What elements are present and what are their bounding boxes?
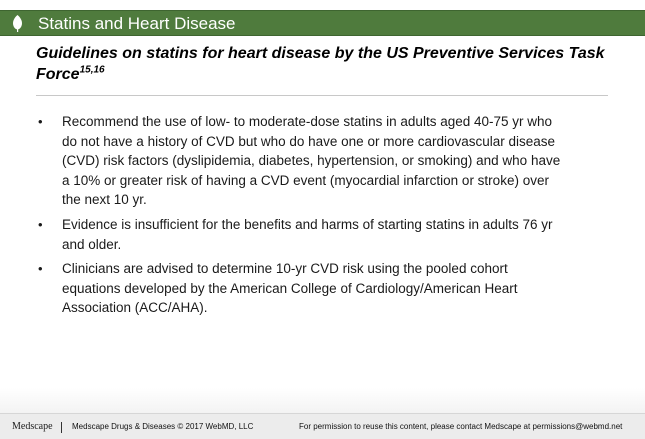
footer-divider bbox=[61, 422, 62, 433]
bullet-text: Evidence is insufficient for the benefits and harms of starting statins in adults 76 yr and older. bbox=[62, 216, 553, 252]
bullet-text: Clinicians are advised to determine 10-yr CVD risk using the pooled cohort equations developed by the American College of Cardiology/American Heart Association (ACC/AHA). bbox=[62, 261, 518, 316]
lower-panel bbox=[0, 388, 645, 413]
heading-reference: 15,16 bbox=[79, 64, 105, 76]
footer-permission-notice: For permission to reuse this content, please contact Medscape at permissions@webmd.net bbox=[299, 422, 623, 431]
heading-text: Guidelines on statins for heart disease by the US Preventive Services Task Force bbox=[36, 45, 605, 83]
title-bar bbox=[0, 10, 645, 36]
bullet-icon: • bbox=[38, 216, 43, 232]
bullet-text: Recommend the use of low- to moderate-dose statins in adults aged 40-75 yr who do not have a history of CVD but who do have one or more cardiovascular disease (CVD) risk factors (dyslipidemia, diabetes, hypertension, or smoking) and who have a 10% or greater risk of having a CVD event (myocardial infarction or stroke) over the next 10 yr. bbox=[62, 114, 561, 208]
leaf-icon bbox=[12, 15, 23, 32]
footer-copyright: Medscape Drugs & Diseases © 2017 WebMD, LLC bbox=[72, 422, 254, 431]
heading-divider bbox=[36, 95, 608, 96]
medscape-logo: Medscape bbox=[12, 421, 53, 432]
list-item bbox=[38, 112, 568, 210]
list-item bbox=[38, 259, 568, 318]
footer bbox=[0, 413, 645, 439]
bullet-icon: • bbox=[38, 114, 43, 129]
section-heading bbox=[36, 43, 606, 85]
bullet-icon: • bbox=[38, 261, 43, 277]
slide-title: Statins and Heart Disease bbox=[38, 14, 236, 33]
bullet-list bbox=[38, 112, 568, 323]
list-item bbox=[38, 215, 568, 254]
